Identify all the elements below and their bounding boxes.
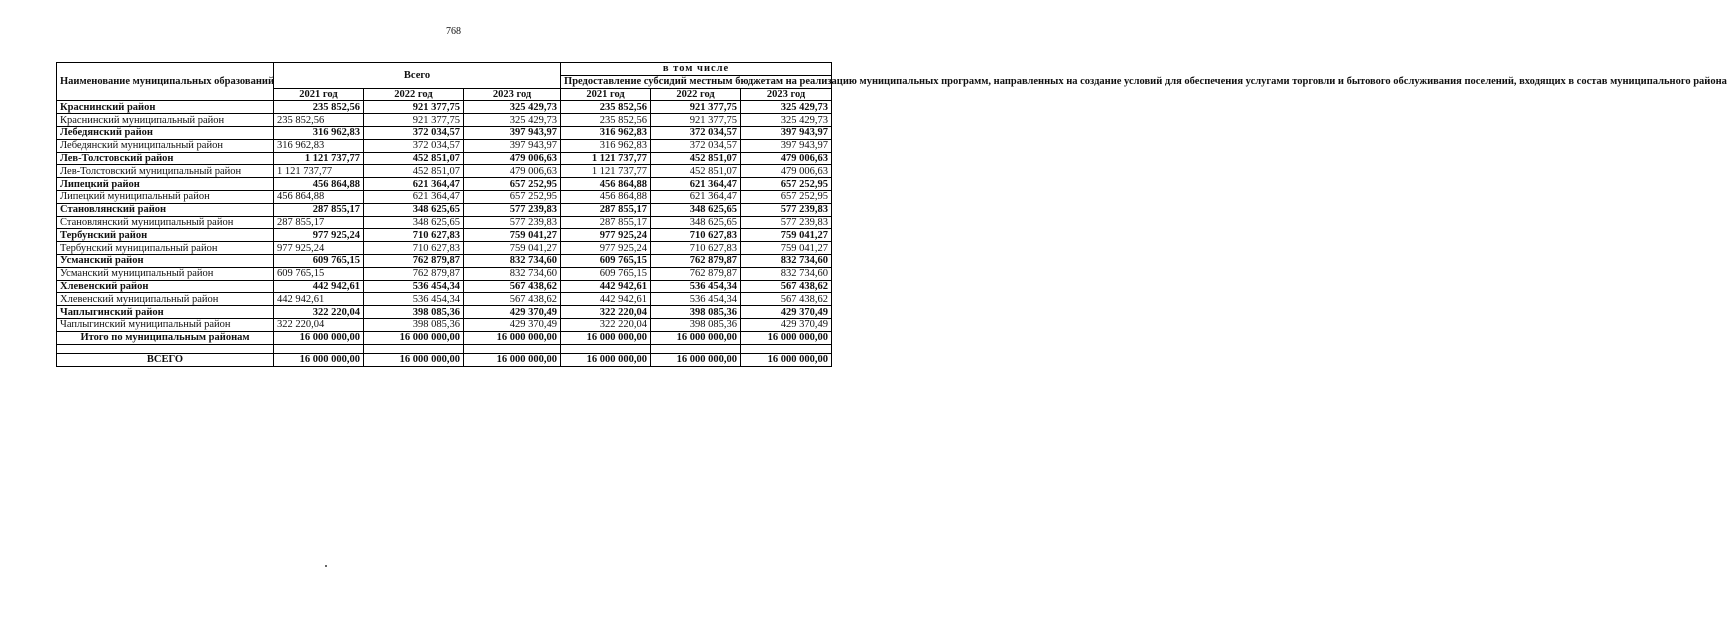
- table-cell: 429 370,49: [741, 306, 832, 319]
- table-cell: 479 006,63: [464, 152, 561, 165]
- table-cell: 977 925,24: [274, 242, 364, 255]
- year-header: 2021 год: [561, 88, 651, 101]
- table-cell: 710 627,83: [364, 229, 464, 242]
- table-cell: 536 454,34: [364, 280, 464, 293]
- table-cell: 429 370,49: [741, 318, 832, 331]
- district-row: [57, 280, 832, 293]
- row-name: Лебедянский район: [57, 126, 274, 139]
- row-name: Лев-Толстовский муниципальный район: [57, 165, 274, 178]
- table-cell: 456 864,88: [274, 178, 364, 191]
- table-cell: 577 239,83: [464, 203, 561, 216]
- district-row: [57, 126, 832, 139]
- budget-table: [56, 62, 1727, 367]
- table-cell: 536 454,34: [364, 293, 464, 306]
- table-cell: 325 429,73: [464, 101, 561, 114]
- district-row: [57, 306, 832, 319]
- table-cell: 977 925,24: [561, 229, 651, 242]
- table-cell: 577 239,83: [464, 216, 561, 229]
- district-row: [57, 254, 832, 267]
- table-cell: 921 377,75: [364, 114, 464, 127]
- row-name: Липецкий муниципальный район: [57, 190, 274, 203]
- municipal-row: [57, 216, 832, 229]
- table-cell: 977 925,24: [274, 229, 364, 242]
- table-cell: 762 879,87: [651, 267, 741, 280]
- table-cell: 398 085,36: [651, 318, 741, 331]
- table-cell: 710 627,83: [651, 229, 741, 242]
- table-cell: 372 034,57: [364, 139, 464, 152]
- table-cell: 921 377,75: [651, 101, 741, 114]
- municipal-row: [57, 139, 832, 152]
- table-cell: 536 454,34: [651, 280, 741, 293]
- table-cell: 577 239,83: [741, 203, 832, 216]
- table-cell: 759 041,27: [464, 229, 561, 242]
- district-row: [57, 203, 832, 216]
- table-cell: 609 765,15: [561, 254, 651, 267]
- table-cell: 372 034,57: [651, 139, 741, 152]
- row-name: Усманский район: [57, 254, 274, 267]
- grand-total-row: [57, 353, 832, 366]
- district-row: [57, 229, 832, 242]
- table-cell: 429 370,49: [464, 318, 561, 331]
- table-cell: 832 734,60: [741, 254, 832, 267]
- table-cell: 567 438,62: [741, 293, 832, 306]
- municipal-row: [57, 242, 832, 255]
- table-cell: 348 625,65: [364, 203, 464, 216]
- table-cell: 621 364,47: [364, 178, 464, 191]
- table-cell: 235 852,56: [274, 101, 364, 114]
- row-name: Липецкий район: [57, 178, 274, 191]
- table-cell: 456 864,88: [561, 178, 651, 191]
- year-header: 2023 год: [741, 88, 832, 101]
- district-row: [57, 178, 832, 191]
- total-municipal-label: Итого по муниципальным районам: [57, 331, 274, 344]
- header-total-column: Всего: [274, 63, 561, 89]
- row-name: Лебедянский муниципальный район: [57, 139, 274, 152]
- table-cell: 287 855,17: [561, 216, 651, 229]
- table-cell: 577 239,83: [741, 216, 832, 229]
- table-cell: 429 370,49: [464, 306, 561, 319]
- table-cell: 442 942,61: [274, 280, 364, 293]
- table-cell: 832 734,60: [464, 267, 561, 280]
- table-cell: 921 377,75: [651, 114, 741, 127]
- table-cell: 16 000 000,00: [741, 331, 832, 344]
- table-cell: 287 855,17: [274, 216, 364, 229]
- municipal-row: [57, 165, 832, 178]
- table-cell: 316 962,83: [561, 126, 651, 139]
- row-name: Краснинский муниципальный район: [57, 114, 274, 127]
- table-cell: 452 851,07: [364, 152, 464, 165]
- table-cell: 235 852,56: [561, 101, 651, 114]
- table-cell: 287 855,17: [561, 203, 651, 216]
- year-header: 2021 год: [274, 88, 364, 101]
- page-number: 768: [446, 26, 461, 37]
- table-cell: 479 006,63: [741, 165, 832, 178]
- table-cell: 479 006,63: [741, 152, 832, 165]
- table-cell: 16 000 000,00: [464, 331, 561, 344]
- row-name: Становлянский муниципальный район: [57, 216, 274, 229]
- table-cell: 452 851,07: [651, 165, 741, 178]
- table-cell: 762 879,87: [364, 254, 464, 267]
- header-including: в том числе: [561, 63, 832, 76]
- table-cell: 16 000 000,00: [274, 331, 364, 344]
- table-cell: 397 943,97: [464, 126, 561, 139]
- table-cell: 442 942,61: [561, 293, 651, 306]
- row-name: Чаплыгинский район: [57, 306, 274, 319]
- table-cell: 16 000 000,00: [364, 353, 464, 366]
- table-cell: 921 377,75: [364, 101, 464, 114]
- table-cell: 398 085,36: [364, 306, 464, 319]
- table-cell: 567 438,62: [464, 293, 561, 306]
- table-cell: 479 006,63: [464, 165, 561, 178]
- table-cell: 759 041,27: [741, 242, 832, 255]
- row-name: Усманский муниципальный район: [57, 267, 274, 280]
- table-cell: 759 041,27: [741, 229, 832, 242]
- table-cell: 710 627,83: [651, 242, 741, 255]
- row-name: Хлевенский муниципальный район: [57, 293, 274, 306]
- table-cell: 316 962,83: [561, 139, 651, 152]
- table-cell: 372 034,57: [651, 126, 741, 139]
- municipal-row: [57, 293, 832, 306]
- table-cell: 16 000 000,00: [561, 331, 651, 344]
- spacer-row: [57, 344, 832, 353]
- table-cell: 832 734,60: [741, 267, 832, 280]
- table-cell: 322 220,04: [274, 318, 364, 331]
- table-cell: 536 454,34: [651, 293, 741, 306]
- header-subsidy-column: Предоставление субсидий местным бюджетам на реализацию муниципальных программ, направленных на создание условий для обеспечения услугами торговли и бытового обслуживания поселений, входящих в состав муниципального района: [561, 75, 832, 88]
- table-cell: 759 041,27: [464, 242, 561, 255]
- row-name: Тербунский муниципальный район: [57, 242, 274, 255]
- table-cell: 398 085,36: [364, 318, 464, 331]
- table-cell: 657 252,95: [741, 190, 832, 203]
- table-cell: 16 000 000,00: [651, 353, 741, 366]
- table-cell: 832 734,60: [464, 254, 561, 267]
- row-name: Тербунский район: [57, 229, 274, 242]
- municipal-row: [57, 190, 832, 203]
- table-cell: 762 879,87: [364, 267, 464, 280]
- table-cell: 452 851,07: [651, 152, 741, 165]
- municipal-row: [57, 114, 832, 127]
- municipal-row: [57, 267, 832, 280]
- scan-speck: [325, 565, 327, 567]
- table-cell: 442 942,61: [561, 280, 651, 293]
- row-name: Чаплыгинский муниципальный район: [57, 318, 274, 331]
- table-cell: 325 429,73: [741, 101, 832, 114]
- table-cell: 16 000 000,00: [364, 331, 464, 344]
- municipal-row: [57, 318, 832, 331]
- table-cell: 762 879,87: [651, 254, 741, 267]
- table-cell: 398 085,36: [651, 306, 741, 319]
- table-cell: 1 121 737,77: [561, 152, 651, 165]
- table-cell: 325 429,73: [741, 114, 832, 127]
- table-cell: 452 851,07: [364, 165, 464, 178]
- table-cell: 16 000 000,00: [651, 331, 741, 344]
- table-cell: 567 438,62: [464, 280, 561, 293]
- table-cell: 316 962,83: [274, 139, 364, 152]
- table-cell: 621 364,47: [651, 178, 741, 191]
- table-cell: 325 429,73: [464, 114, 561, 127]
- table-cell: 567 438,62: [741, 280, 832, 293]
- table-cell: 657 252,95: [464, 190, 561, 203]
- table-cell: 397 943,97: [741, 139, 832, 152]
- table-cell: 977 925,24: [561, 242, 651, 255]
- table-cell: 609 765,15: [561, 267, 651, 280]
- table-cell: 397 943,97: [741, 126, 832, 139]
- table-cell: 609 765,15: [274, 254, 364, 267]
- table-cell: 397 943,97: [464, 139, 561, 152]
- table-cell: 322 220,04: [561, 318, 651, 331]
- table-cell: 316 962,83: [274, 126, 364, 139]
- year-header: 2022 год: [651, 88, 741, 101]
- total-municipal-row: [57, 331, 832, 344]
- table-cell: 16 000 000,00: [464, 353, 561, 366]
- district-row: [57, 101, 832, 114]
- year-header: 2022 год: [364, 88, 464, 101]
- table-cell: 16 000 000,00: [274, 353, 364, 366]
- table-cell: 372 034,57: [364, 126, 464, 139]
- table-cell: 16 000 000,00: [741, 353, 832, 366]
- table-cell: 348 625,65: [651, 203, 741, 216]
- table-cell: 710 627,83: [364, 242, 464, 255]
- table-cell: 621 364,47: [364, 190, 464, 203]
- table-cell: 1 121 737,77: [274, 165, 364, 178]
- table-cell: 348 625,65: [651, 216, 741, 229]
- table-cell: 456 864,88: [561, 190, 651, 203]
- district-row: [57, 152, 832, 165]
- table-cell: 609 765,15: [274, 267, 364, 280]
- table-cell: 235 852,56: [561, 114, 651, 127]
- row-name: Хлевенский район: [57, 280, 274, 293]
- table-cell: 322 220,04: [561, 306, 651, 319]
- grand-total-label: ВСЕГО: [57, 353, 274, 366]
- table-cell: 657 252,95: [464, 178, 561, 191]
- row-name: Краснинский район: [57, 101, 274, 114]
- table-cell: 442 942,61: [274, 293, 364, 306]
- table-cell: 1 121 737,77: [274, 152, 364, 165]
- year-header: 2023 год: [464, 88, 561, 101]
- table-cell: 16 000 000,00: [561, 353, 651, 366]
- table-cell: 287 855,17: [274, 203, 364, 216]
- table-cell: 1 121 737,77: [561, 165, 651, 178]
- table-cell: 621 364,47: [651, 190, 741, 203]
- row-name: Становлянский район: [57, 203, 274, 216]
- header-name-column: Наименование муниципальных образований: [57, 63, 274, 101]
- table-cell: 235 852,56: [274, 114, 364, 127]
- table-cell: 657 252,95: [741, 178, 832, 191]
- row-name: Лев-Толстовский район: [57, 152, 274, 165]
- table-cell: 322 220,04: [274, 306, 364, 319]
- table-cell: 456 864,88: [274, 190, 364, 203]
- table-cell: 348 625,65: [364, 216, 464, 229]
